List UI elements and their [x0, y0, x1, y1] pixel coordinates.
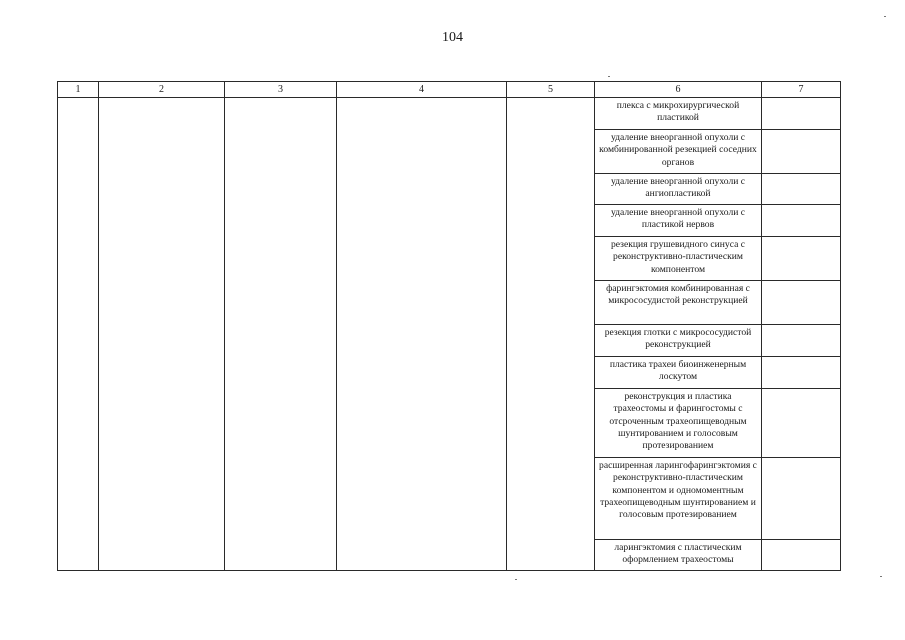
column-header-4: 4: [337, 82, 507, 98]
column-7-cell: [762, 357, 841, 389]
scan-speck: [884, 16, 886, 17]
column-7-cell: [762, 540, 841, 571]
procedure-cell: пластика трахеи биоинженерным лоскутом: [595, 357, 762, 389]
column-2-cell: [99, 98, 225, 571]
column-header-7: 7: [762, 82, 841, 98]
table-row: [58, 98, 841, 130]
column-5-cell: [507, 98, 595, 571]
procedure-cell: расширенная ларингофарингэктомия с реконструктивно-пластическим компонентом и одномоментным трахеопищеводным шунтированием и голосовым протезированием: [595, 458, 762, 540]
column-7-cell: [762, 281, 841, 325]
procedure-cell: реконструкция и пластика трахеостомы и фарингостомы с отсроченным трахеопищеводным шунтированием и голосовым протезированием: [595, 389, 762, 458]
page-number: 104: [442, 30, 463, 45]
table-header-row: [58, 82, 841, 98]
procedure-cell: удаление внеорганной опухоли с комбинированной резекцией соседних органов: [595, 130, 762, 174]
column-3-cell: [225, 98, 337, 571]
procedure-cell: резекция грушевидного синуса с реконструктивно-пластическим компонентом: [595, 237, 762, 281]
column-7-cell: [762, 205, 841, 237]
column-7-cell: [762, 458, 841, 540]
procedure-cell: удаление внеорганной опухоли с ангиопластикой: [595, 174, 762, 205]
procedure-cell: фарингэктомия комбинированная с микрососудистой реконструкцией: [595, 281, 762, 325]
scan-speck: [880, 576, 882, 577]
procedure-cell: резекция глотки с микрососудистой реконструкцией: [595, 325, 762, 357]
column-header-5: 5: [507, 82, 595, 98]
column-7-cell: [762, 174, 841, 205]
column-1-cell: [58, 98, 99, 571]
column-7-cell: [762, 237, 841, 281]
procedure-cell: удаление внеорганной опухоли с пластикой нервов: [595, 205, 762, 237]
procedures-table: [57, 81, 841, 571]
column-7-cell: [762, 130, 841, 174]
procedure-cell: ларингэктомия с пластическим оформлением трахеостомы: [595, 540, 762, 571]
column-header-3: 3: [225, 82, 337, 98]
column-header-1: 1: [58, 82, 99, 98]
column-4-cell: [337, 98, 507, 571]
column-header-6: 6: [595, 82, 762, 98]
scan-speck: [515, 579, 517, 580]
column-7-cell: [762, 389, 841, 458]
column-header-2: 2: [99, 82, 225, 98]
scan-speck: [608, 76, 610, 77]
column-7-cell: [762, 98, 841, 130]
column-7-cell: [762, 325, 841, 357]
procedure-cell: плекса с микрохирургической пластикой: [595, 98, 762, 130]
